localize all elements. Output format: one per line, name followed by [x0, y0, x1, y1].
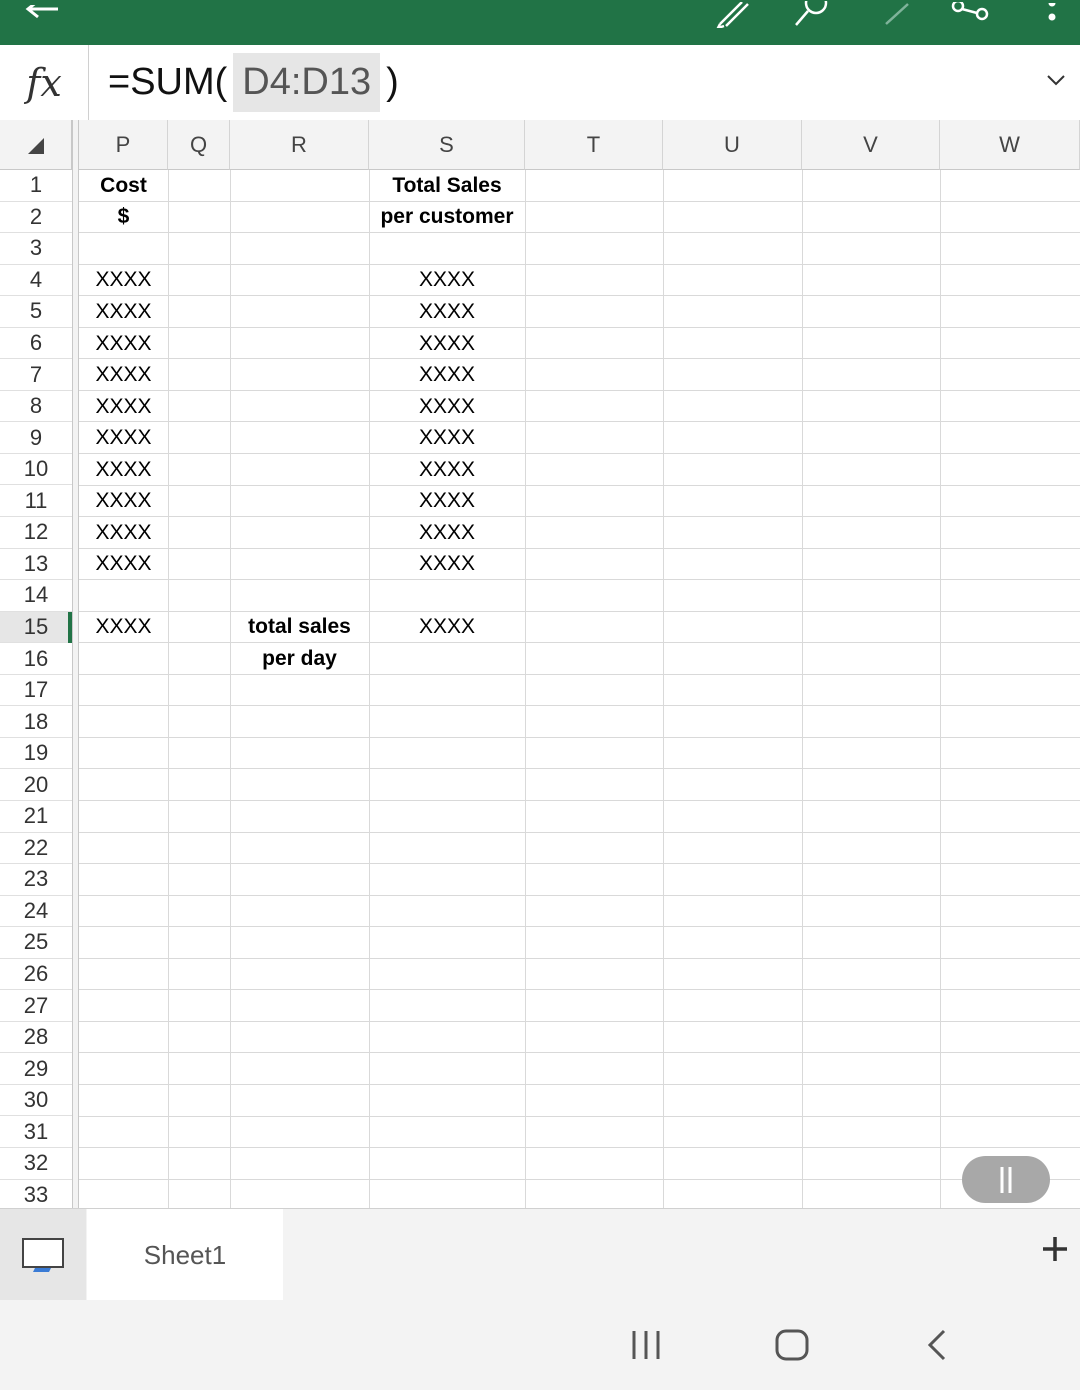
- cell-s2[interactable]: per customer: [380, 205, 514, 229]
- row-header-25[interactable]: 25: [0, 927, 72, 959]
- row-gridline: [79, 264, 1080, 265]
- cell-p11[interactable]: XXXX: [95, 489, 152, 513]
- column-header-r[interactable]: R: [230, 120, 369, 170]
- row-gridline: [79, 548, 1080, 549]
- row-gridline: [79, 895, 1080, 896]
- row-gridline: [79, 358, 1080, 359]
- sheet-tab-bar: [0, 1208, 1080, 1301]
- sheet-view-button[interactable]: [0, 1209, 86, 1301]
- row-gridline: [79, 1052, 1080, 1053]
- row-gridline: [79, 327, 1080, 328]
- sheet-view-icon: [21, 1237, 65, 1273]
- row-gridline: [79, 1021, 1080, 1022]
- system-navigation-bar: [0, 1300, 1080, 1390]
- row-header-12[interactable]: 12: [0, 517, 72, 549]
- row-gridline: [79, 201, 1080, 202]
- row-header-26[interactable]: 26: [0, 959, 72, 991]
- row-gridline: [79, 926, 1080, 927]
- cell-s5[interactable]: XXXX: [418, 299, 476, 323]
- row-header-20[interactable]: 20: [0, 769, 72, 801]
- row-header-21[interactable]: 21: [0, 801, 72, 833]
- row-header-1[interactable]: 1: [0, 170, 72, 202]
- home-icon[interactable]: [774, 1328, 810, 1367]
- cell-s9[interactable]: XXXX: [418, 426, 476, 450]
- cell-p13[interactable]: XXXX: [95, 552, 152, 576]
- row-gridline: [79, 579, 1080, 580]
- row-gridline: [79, 832, 1080, 833]
- row-header-11[interactable]: 11: [0, 486, 72, 518]
- row-header-24[interactable]: 24: [0, 896, 72, 928]
- row-gridline: [79, 1147, 1080, 1148]
- cell-s13[interactable]: XXXX: [418, 552, 476, 576]
- back-arrow-icon[interactable]: [22, 0, 62, 30]
- row-header-6[interactable]: 6: [0, 328, 72, 360]
- cell-r15[interactable]: total sales: [248, 615, 351, 639]
- frozen-pane-divider: [72, 120, 79, 1208]
- app-toolbar: [0, 0, 1080, 45]
- row-header-30[interactable]: 30: [0, 1085, 72, 1117]
- cell-p15[interactable]: XXXX: [95, 615, 152, 639]
- row-header-8[interactable]: 8: [0, 391, 72, 423]
- search-icon[interactable]: [792, 0, 832, 30]
- formula-bar: [0, 45, 1080, 121]
- row-header-28[interactable]: 28: [0, 1022, 72, 1054]
- row-header-2[interactable]: 2: [0, 202, 72, 234]
- cell-s8[interactable]: XXXX: [418, 394, 476, 418]
- row-gridline: [79, 1179, 1080, 1180]
- formula-range: D4:D13: [233, 53, 380, 112]
- recent-apps-icon[interactable]: [628, 1328, 664, 1367]
- cell-p2[interactable]: $: [117, 205, 130, 229]
- row-header-27[interactable]: 27: [0, 990, 72, 1022]
- row-gridline: [79, 800, 1080, 801]
- select-all-button[interactable]: [0, 120, 72, 170]
- row-header-32[interactable]: 32: [0, 1148, 72, 1180]
- row-header-5[interactable]: 5: [0, 296, 72, 328]
- cell-p1[interactable]: Cost: [100, 173, 147, 197]
- row-header-10[interactable]: 10: [0, 454, 72, 486]
- scroll-handle[interactable]: [962, 1156, 1050, 1203]
- cell-s15[interactable]: XXXX: [418, 615, 476, 639]
- nav-back-icon[interactable]: [924, 1328, 950, 1367]
- formula-prefix: =SUM(: [108, 61, 228, 103]
- cell-s7[interactable]: XXXX: [418, 363, 476, 387]
- column-header-t[interactable]: T: [525, 120, 663, 170]
- row-gridline: [79, 1084, 1080, 1085]
- row-header-18[interactable]: 18: [0, 706, 72, 738]
- row-header-13[interactable]: 13: [0, 549, 72, 581]
- sheet-tab[interactable]: Sheet1: [87, 1209, 283, 1301]
- column-header-s[interactable]: S: [369, 120, 525, 170]
- column-header-q[interactable]: Q: [168, 120, 230, 170]
- row-gridline: [79, 989, 1080, 990]
- formula-input[interactable]: [108, 45, 399, 120]
- row-header-7[interactable]: 7: [0, 359, 72, 391]
- row-header-22[interactable]: 22: [0, 833, 72, 865]
- row-header-17[interactable]: 17: [0, 675, 72, 707]
- row-header-14[interactable]: 14: [0, 580, 72, 612]
- add-sheet-icon[interactable]: [1040, 1229, 1070, 1274]
- row-header-29[interactable]: 29: [0, 1053, 72, 1085]
- row-gridline: [79, 485, 1080, 486]
- cell-p7[interactable]: XXXX: [95, 363, 152, 387]
- cell-p5[interactable]: XXXX: [95, 299, 152, 323]
- cell-p4[interactable]: XXXX: [95, 268, 152, 292]
- row-gridline: [79, 232, 1080, 233]
- chevron-down-icon[interactable]: [1046, 73, 1066, 92]
- scroll-handle-icon: [994, 1165, 1018, 1195]
- column-header-p[interactable]: P: [79, 120, 168, 170]
- row-header-3[interactable]: 3: [0, 233, 72, 265]
- row-gridline: [79, 737, 1080, 738]
- row-gridline: [79, 863, 1080, 864]
- more-options-icon[interactable]: [1040, 0, 1064, 30]
- cell-s4[interactable]: XXXX: [418, 268, 476, 292]
- cell-r16[interactable]: per day: [262, 647, 337, 671]
- row-gridline: [79, 958, 1080, 959]
- row-header-19[interactable]: 19: [0, 738, 72, 770]
- row-gridline: [79, 421, 1080, 422]
- edit-line-icon[interactable]: [882, 0, 912, 30]
- row-gridline: [79, 295, 1080, 296]
- column-header-u[interactable]: U: [663, 120, 802, 170]
- row-gridline: [79, 453, 1080, 454]
- column-header-w[interactable]: W: [940, 120, 1080, 170]
- cell-p6[interactable]: XXXX: [95, 331, 152, 355]
- cell-s11[interactable]: XXXX: [418, 489, 476, 513]
- cell-p12[interactable]: XXXX: [95, 520, 152, 544]
- row-gridline: [79, 1116, 1080, 1117]
- select-all-icon: [0, 120, 72, 170]
- row-header-31[interactable]: 31: [0, 1117, 72, 1149]
- formula-suffix: ): [386, 61, 399, 103]
- row-header-15[interactable]: 15: [0, 612, 72, 644]
- row-header-23[interactable]: 23: [0, 864, 72, 896]
- column-header-v[interactable]: V: [802, 120, 940, 170]
- cell-p10[interactable]: XXXX: [95, 457, 152, 481]
- row-header-4[interactable]: 4: [0, 265, 72, 297]
- draw-pen-icon[interactable]: [712, 0, 754, 30]
- cell-s10[interactable]: XXXX: [418, 457, 476, 481]
- row-header-16[interactable]: 16: [0, 643, 72, 675]
- selected-row-indicator: [68, 612, 72, 644]
- spreadsheet-grid[interactable]: [0, 120, 1080, 1208]
- row-header-9[interactable]: 9: [0, 422, 72, 454]
- cell-p9[interactable]: XXXX: [95, 426, 152, 450]
- row-header-33[interactable]: 33: [0, 1180, 72, 1208]
- row-gridline: [79, 516, 1080, 517]
- cell-s6[interactable]: XXXX: [418, 331, 476, 355]
- row-gridline: [79, 705, 1080, 706]
- cell-s12[interactable]: XXXX: [418, 520, 476, 544]
- function-icon[interactable]: fx: [0, 45, 89, 120]
- cell-s1[interactable]: Total Sales: [392, 173, 502, 197]
- share-icon[interactable]: [950, 0, 990, 30]
- cell-p8[interactable]: XXXX: [95, 394, 152, 418]
- row-gridline: [79, 390, 1080, 391]
- row-gridline: [79, 768, 1080, 769]
